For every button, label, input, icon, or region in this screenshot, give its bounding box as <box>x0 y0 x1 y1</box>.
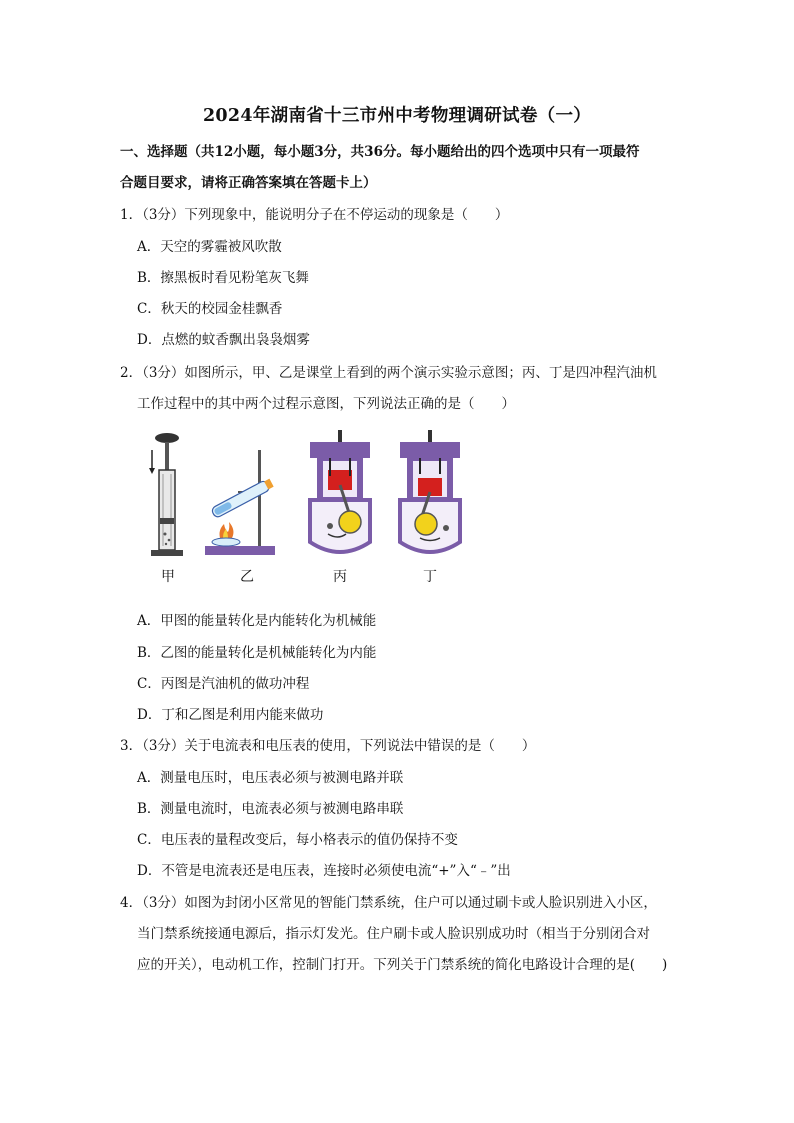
question-1-option-d: D．点燃的蚊香飘出袅袅烟雾 <box>137 332 310 348</box>
question-2-option-b: B．乙图的能量转化是机械能转化为内能 <box>137 645 377 661</box>
figure-yi-test-tube-heating <box>200 430 290 562</box>
question-3-option-d: D．不管是电流表还是电压表，连接时必须使电流“+”入“﹣”出 <box>137 863 511 879</box>
question-1-stem: 1．（3分）下列现象中，能说明分子在不停运动的现象是（ ） <box>120 207 509 223</box>
question-1-option-c: C．秋天的校园金桂飘香 <box>137 301 283 317</box>
figure-label-ding: 丁 <box>423 569 437 585</box>
question-2-option-c: C．丙图是汽油机的做功冲程 <box>137 676 310 692</box>
question-3-option-a: A．测量电压时，电压表必须与被测电路并联 <box>137 770 404 786</box>
question-2-stem-line2: 工作过程中的其中两个过程示意图，下列说法正确的是（ ） <box>137 396 515 412</box>
figure-ding-engine-cylinder <box>390 430 470 562</box>
question-3-option-b: B．测量电流时，电流表必须与被测电路串联 <box>137 801 404 817</box>
question-2-figure <box>140 430 490 600</box>
question-1-option-b: B．擦黑板时看见粉笔灰飞舞 <box>137 270 309 286</box>
figure-label-jia: 甲 <box>161 569 175 585</box>
figure-label-yi: 乙 <box>240 569 254 585</box>
question-2-option-d: D．丁和乙图是利用内能来做功 <box>137 707 324 723</box>
question-2-option-a: A．甲图的能量转化是内能转化为机械能 <box>137 613 377 629</box>
page-title: 2024年湖南省十三市州中考物理调研试卷（一） <box>202 106 592 126</box>
figure-label-bing: 丙 <box>333 569 347 585</box>
question-2-stem-line1: 2．（3分）如图所示，甲、乙是课堂上看到的两个演示实验示意图；丙、丁是四冲程汽油机 <box>120 365 657 381</box>
question-4-stem-line2: 当门禁系统接通电源后，指示灯发光。住户刷卡或人脸识别成功时（相当于分别闭合对 <box>137 926 650 942</box>
section-heading-line2: 合题目要求，请将正确答案填在答题卡上） <box>120 175 377 191</box>
figure-jia-compression-cylinder <box>145 430 190 562</box>
question-3-stem: 3．（3分）关于电流表和电压表的使用，下列说法中错误的是（ ） <box>120 738 536 754</box>
question-4-stem-line1: 4．（3分）如图为封闭小区常见的智能门禁系统，住户可以通过刷卡或人脸识别进入小区， <box>120 895 657 911</box>
section-heading-line1: 一、选择题（共12小题，每小题3分，共36分。每小题给出的四个选项中只有一项最符 <box>120 144 640 160</box>
question-1-option-a: A．天空的雾霾被风吹散 <box>137 239 282 255</box>
figure-bing-engine-cylinder <box>300 430 380 562</box>
question-3-option-c: C．电压表的量程改变后，每小格表示的值仍保持不变 <box>137 832 458 848</box>
question-4-stem-line3: 应的开关），电动机工作，控制门打开。下列关于门禁系统的简化电路设计合理的是( ) <box>137 957 668 973</box>
